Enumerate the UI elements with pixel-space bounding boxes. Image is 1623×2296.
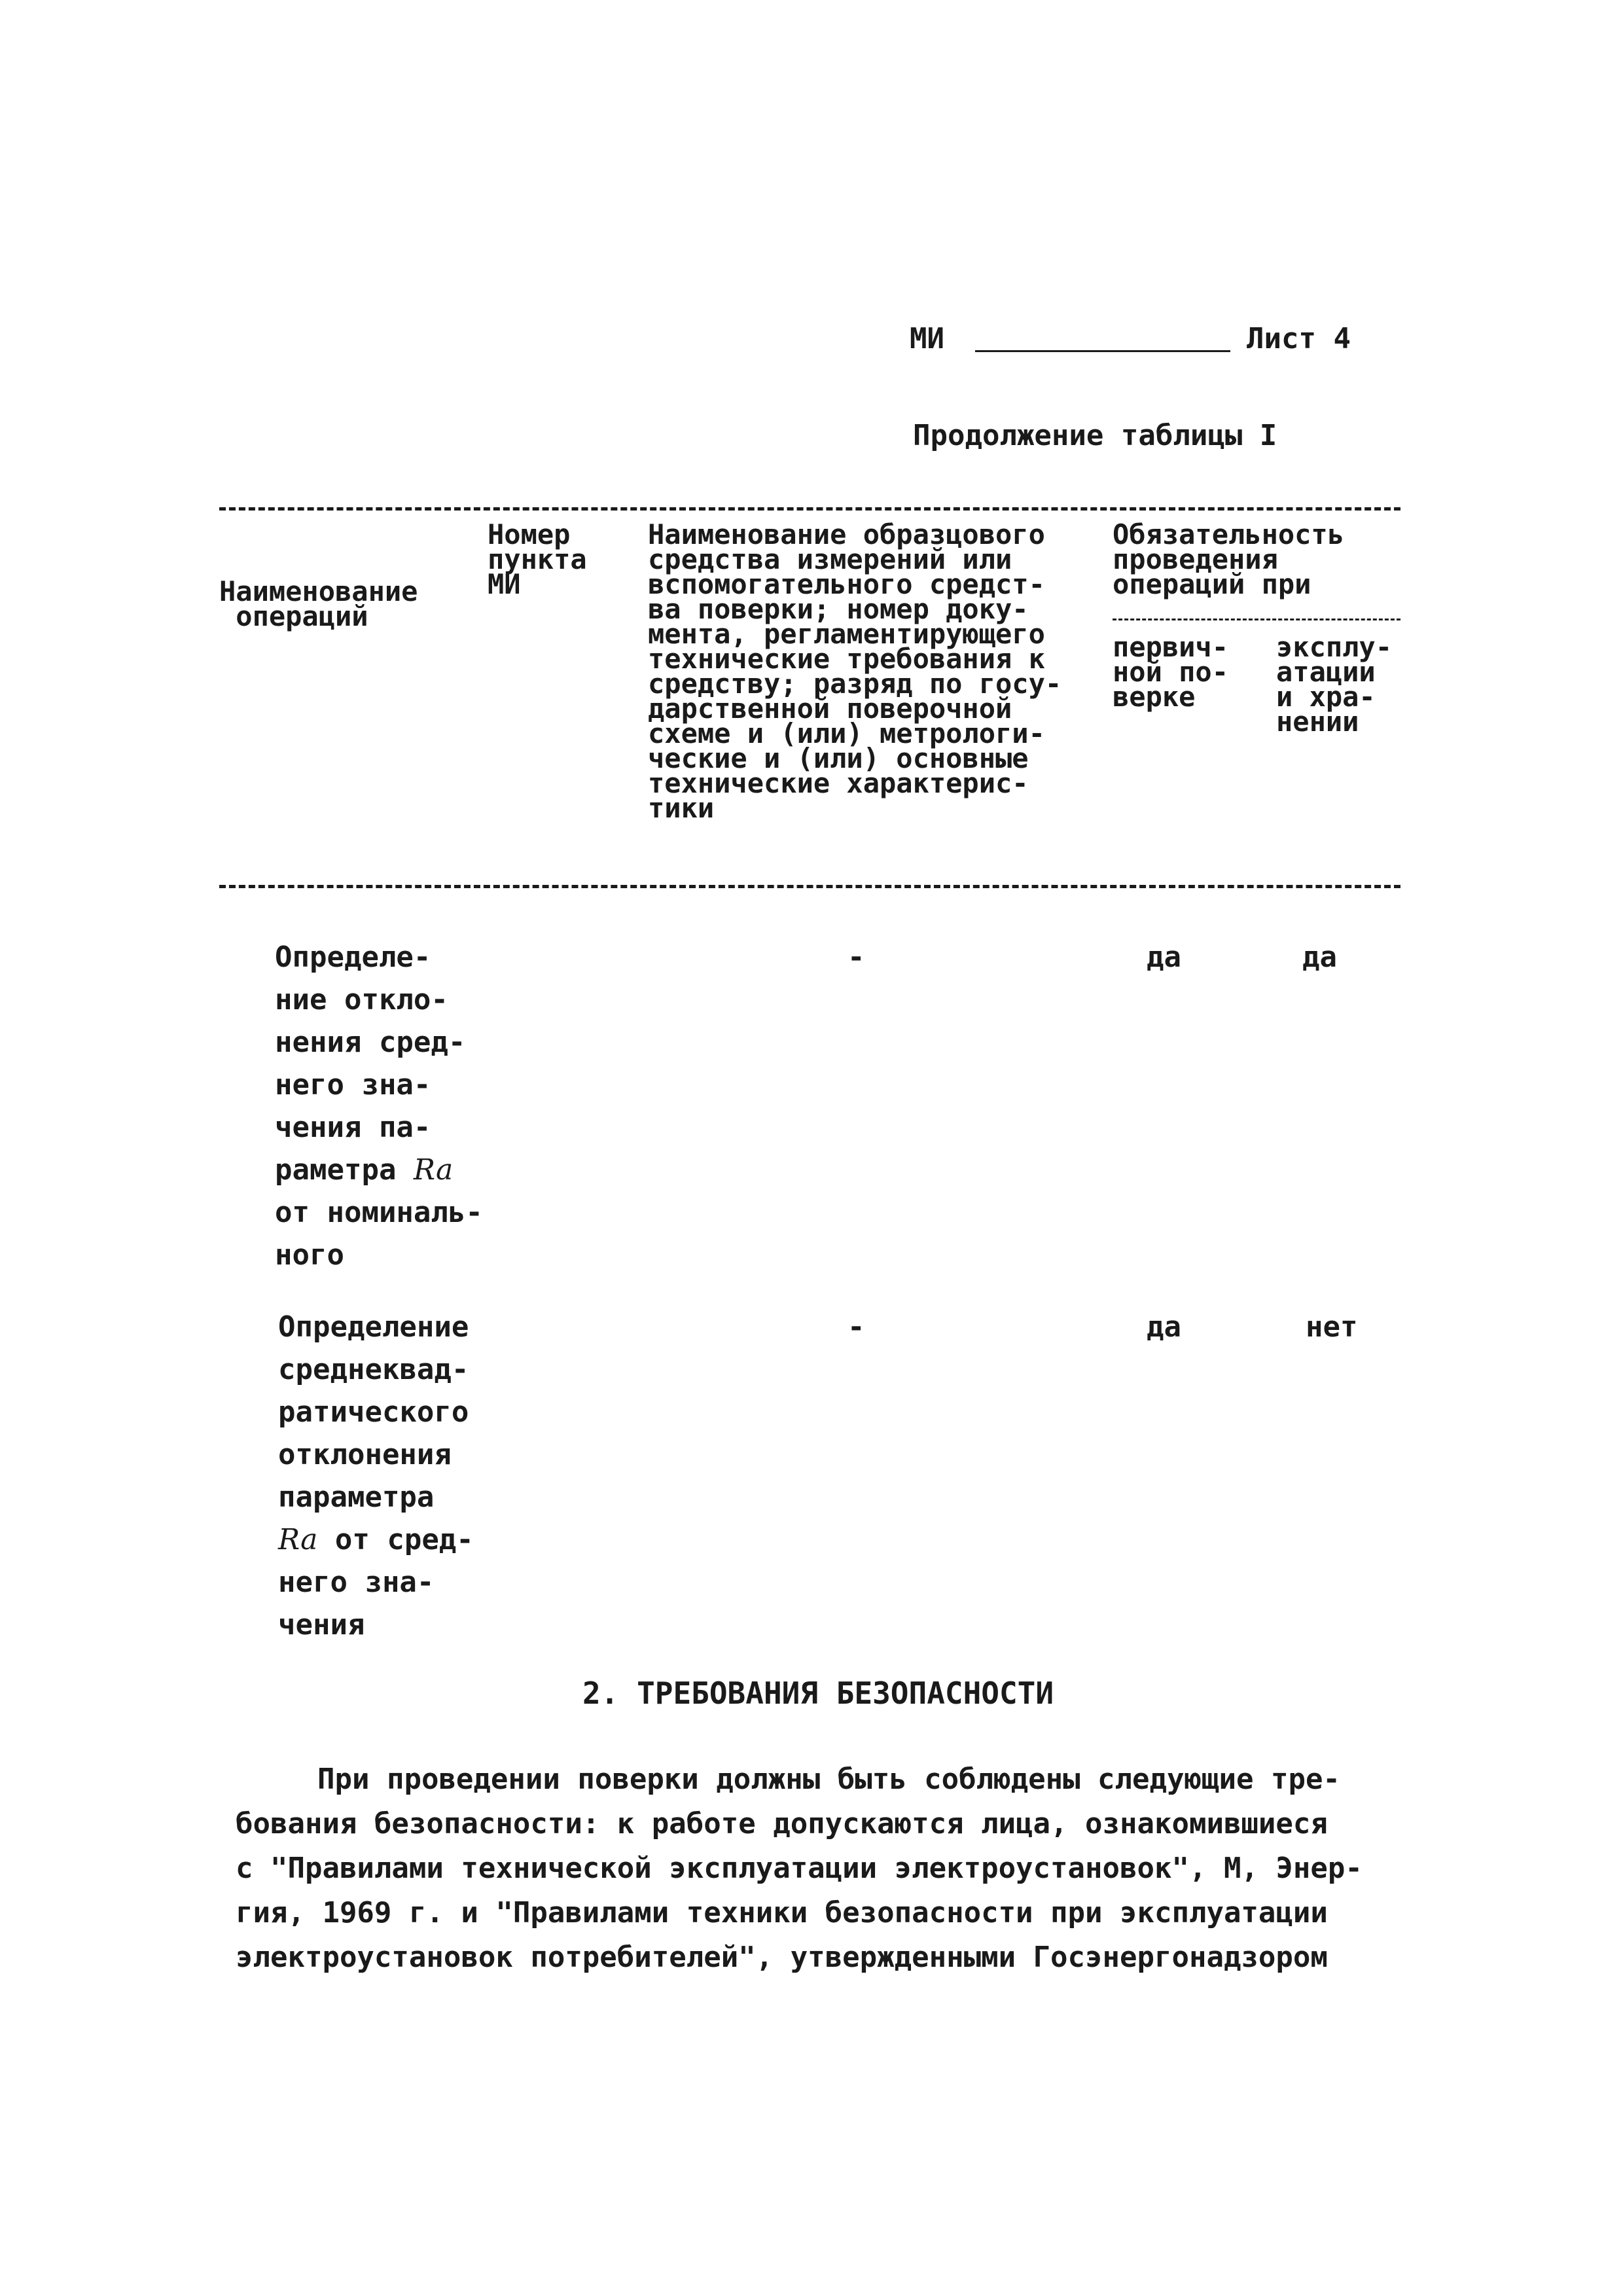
section-paragraph <box>236 1757 1363 1980</box>
operation-line: него зна- <box>278 1566 435 1599</box>
operation-text: раметра <box>275 1153 414 1187</box>
operation-line: от номиналь- <box>275 1196 483 1229</box>
operation-text: от сред- <box>317 1523 474 1556</box>
paragraph-line: электроустановок потребителей", утвержденными Госэнергонадзором <box>236 1941 1328 1974</box>
table-header-bottom-rule <box>219 885 1400 888</box>
sheet-number: Лист 4 <box>1247 322 1351 355</box>
paragraph-line: гия, 1969 г. и "Правилами техники безопасности при эксплуатации <box>236 1896 1328 1929</box>
operation-line: среднеквад- <box>278 1353 469 1386</box>
table-top-rule <box>219 507 1400 511</box>
paragraph-line: При проведении поверки должны быть соблюдены следующие тре- <box>317 1763 1340 1796</box>
operation-storage-cell: нет <box>1306 1310 1358 1344</box>
operation-line: нения сред- <box>275 1026 466 1059</box>
operation-line <box>275 1149 483 1191</box>
header-item-number: Номер пункта МИ <box>488 518 587 600</box>
means-cell: - <box>847 1310 865 1344</box>
primary-cell: да <box>1147 1310 1181 1344</box>
table-row <box>278 1306 474 1646</box>
paragraph-line: с "Правилами технической эксплуатации электроустановок", М, Энер- <box>236 1852 1363 1885</box>
operation-line: параметра <box>278 1480 435 1514</box>
header-primary-verification: первич- ной по- верке <box>1113 631 1229 713</box>
operation-line: ного <box>275 1238 344 1272</box>
header-operations: Наименование операций <box>219 575 418 632</box>
table-row <box>275 936 483 1276</box>
document-number-blank <box>975 350 1230 352</box>
operation-line: ратического <box>278 1395 469 1429</box>
primary-cell: да <box>1147 941 1181 974</box>
operation-line: отклонения <box>278 1438 452 1471</box>
header-operation-storage: эксплу- атации и хра- нении <box>1276 631 1393 738</box>
means-cell: - <box>847 941 865 974</box>
header-reference-means: Наименование образцового средства измерений или вспомогательного средст- ва поверки; номер доку- мента, регламентирующего технические требования к средству; разряд по госу- дарственной поверочной схеме и (или) метрологи- ческие и (или) основные технические характерис- тики <box>648 518 1062 824</box>
parameter-symbol: Ra <box>413 1153 454 1187</box>
section-title: 2. ТРЕБОВАНИЯ БЕЗОПАСНОСТИ <box>582 1676 1054 1711</box>
operation-line: Определение <box>278 1310 469 1344</box>
operation-line: чения па- <box>275 1111 431 1144</box>
operation-storage-cell: да <box>1302 941 1337 974</box>
operation-line: чения <box>278 1608 365 1641</box>
paragraph-line: бования безопасности: к работе допускаются лица, ознакомившиеся <box>236 1807 1328 1840</box>
header-obligation: Обязательность проведения операций при <box>1113 518 1345 600</box>
obligation-sub-rule <box>1113 619 1400 620</box>
operation-line <box>278 1518 474 1561</box>
document-code-label: МИ <box>910 322 944 355</box>
operation-line: него зна- <box>275 1068 431 1102</box>
operation-line: ние откло- <box>275 983 448 1016</box>
table-caption: Продолжение таблицы I <box>913 419 1277 452</box>
operation-line: Определе- <box>275 941 431 974</box>
parameter-symbol: Ra <box>278 1523 318 1556</box>
